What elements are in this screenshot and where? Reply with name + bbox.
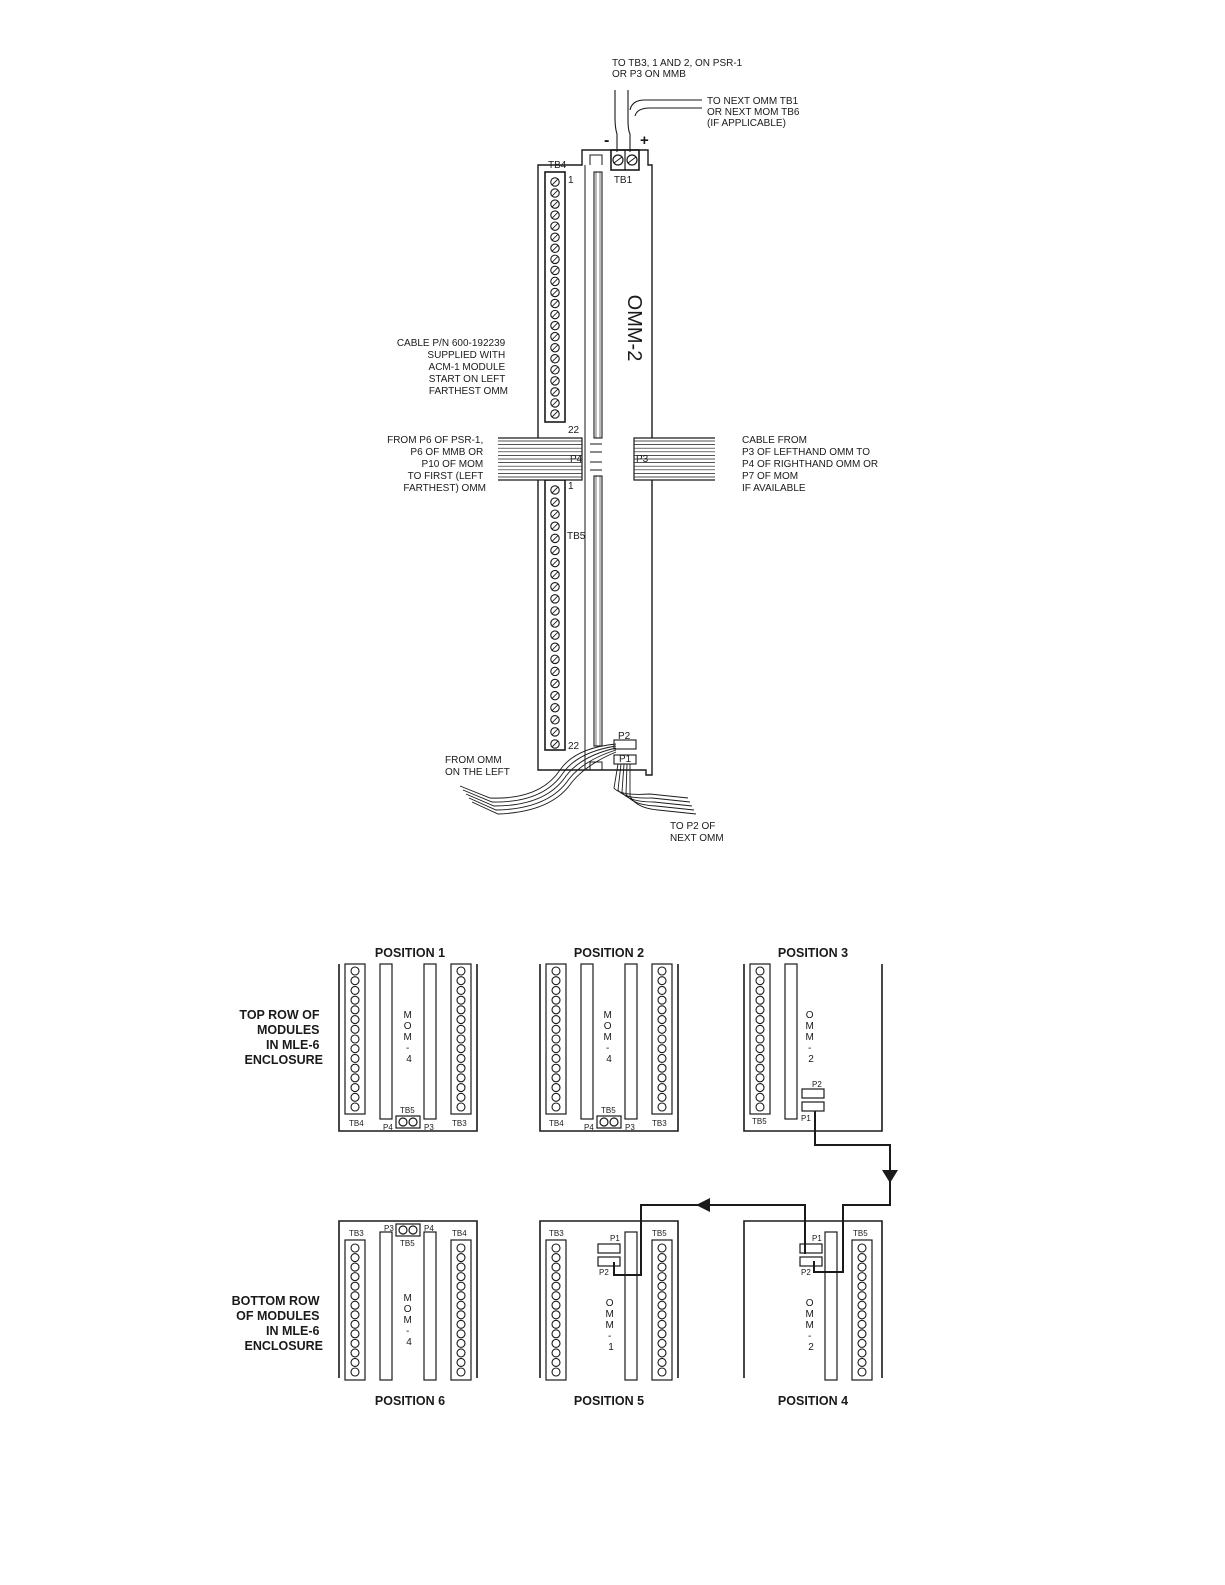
terminal [351, 1263, 359, 1271]
position-6-p3: P3 [384, 1224, 394, 1233]
terminal [552, 1301, 560, 1309]
terminal [658, 1292, 666, 1300]
position-6-title: POSITION 6 [374, 1394, 446, 1408]
position-3-module-name: O M M - 2 [805, 1010, 814, 1065]
screw-slot [552, 289, 558, 295]
power-wires [615, 90, 702, 152]
screw-slot [552, 705, 558, 711]
terminal [658, 1339, 666, 1347]
terminal [658, 1074, 666, 1082]
terminal [756, 986, 764, 994]
terminal [457, 1358, 465, 1366]
terminal [756, 1074, 764, 1082]
terminal [457, 1339, 465, 1347]
terminal [552, 1349, 560, 1357]
position-2-tb5: TB5 [601, 1106, 616, 1115]
screw-slot [552, 535, 558, 541]
tb4-label: TB4 [548, 160, 567, 171]
screw-slot [552, 323, 558, 329]
terminal [858, 1311, 866, 1319]
screw-slot [552, 234, 558, 240]
screw-slot [552, 179, 558, 185]
terminal [351, 1339, 359, 1347]
terminal [351, 1320, 359, 1328]
terminal [552, 1273, 560, 1281]
terminal [351, 1330, 359, 1338]
terminal [658, 1368, 666, 1376]
terminal [658, 1064, 666, 1072]
terminal [552, 1006, 560, 1014]
terminal [351, 1084, 359, 1092]
terminal [457, 1006, 465, 1014]
terminal [658, 986, 666, 994]
terminal [351, 1282, 359, 1290]
position-5-p1: P1 [610, 1234, 620, 1243]
terminal [552, 1084, 560, 1092]
tb5-screws [551, 486, 559, 748]
terminal [552, 1263, 560, 1271]
position-1-tb3: TB3 [452, 1119, 467, 1128]
terminal [658, 1103, 666, 1111]
callout-from-p6: FROM P6 OF PSR-1, P6 OF MMB OR P10 OF MOM TO FIRST (LEFT FARTHEST) OMM [387, 435, 486, 494]
position-5-tb5-terminals [658, 1244, 666, 1376]
terminal [858, 1330, 866, 1338]
terminal [756, 967, 764, 975]
screw-slot [552, 620, 558, 626]
screw-slot [552, 717, 558, 723]
screw-slot [552, 632, 558, 638]
row-label-bottom: BOTTOM ROW OF MODULES IN MLE-6 ENCLOSURE [231, 1294, 323, 1353]
position-6-module-name: M O M - 4 [403, 1293, 412, 1348]
tb1-label: TB1 [613, 175, 633, 186]
terminal [658, 1254, 666, 1262]
position-4-tb5: TB5 [853, 1229, 868, 1238]
terminal [351, 1045, 359, 1053]
terminal [457, 1054, 465, 1062]
position-2-tb3-terminals [658, 967, 666, 1111]
position-2-p4: P4 [584, 1123, 594, 1132]
terminal [858, 1368, 866, 1376]
terminal [457, 1103, 465, 1111]
terminal [351, 1311, 359, 1319]
row-label-top: TOP ROW OF MODULES IN MLE-6 ENCLOSURE [239, 1008, 323, 1067]
screw-slot [552, 656, 558, 662]
terminal [658, 1358, 666, 1366]
terminal [351, 1093, 359, 1101]
callout-tb3-power: TO TB3, 1 AND 2, ON PSR-1 OR P3 ON MMB [612, 58, 743, 80]
terminal [658, 1025, 666, 1033]
position-5-tb3-terminals [552, 1244, 560, 1376]
terminal [552, 1064, 560, 1072]
position-1-p4: P4 [383, 1123, 393, 1132]
terminal [351, 996, 359, 1004]
screw-slot [552, 301, 558, 307]
position-2-tb4-terminals [552, 967, 560, 1111]
screw-slot [552, 511, 558, 517]
position-2-tb4: TB4 [549, 1119, 564, 1128]
terminal [858, 1349, 866, 1357]
terminal [552, 1025, 560, 1033]
screw-slot [552, 499, 558, 505]
terminal [351, 1349, 359, 1357]
terminal [552, 1244, 560, 1252]
terminal [457, 1093, 465, 1101]
terminal [658, 1330, 666, 1338]
position-2-module-name: M O M - 4 [603, 1010, 612, 1065]
terminal [858, 1244, 866, 1252]
screw-slot [552, 560, 558, 566]
terminal [552, 967, 560, 975]
terminal [658, 1273, 666, 1281]
terminal [858, 1339, 866, 1347]
terminal [858, 1301, 866, 1309]
terminal [351, 967, 359, 975]
terminal [351, 1074, 359, 1082]
terminal [756, 996, 764, 1004]
terminal [457, 1084, 465, 1092]
screw-slot [552, 681, 558, 687]
terminal [658, 1045, 666, 1053]
terminal [457, 1064, 465, 1072]
terminal [756, 1006, 764, 1014]
tb4-last: 22 [568, 425, 580, 436]
terminal [756, 1016, 764, 1024]
screw-slot [552, 668, 558, 674]
terminal [351, 977, 359, 985]
screw-slot [552, 378, 558, 384]
terminal [351, 1301, 359, 1309]
terminal [457, 986, 465, 994]
terminal [457, 1330, 465, 1338]
terminal [658, 1320, 666, 1328]
position-6-tb5: TB5 [400, 1239, 415, 1248]
position-6-tb3: TB3 [349, 1229, 364, 1238]
terminal [552, 1358, 560, 1366]
tb4-first: 1 [568, 175, 574, 186]
position-4-p2: P2 [801, 1268, 811, 1277]
terminal [658, 1084, 666, 1092]
terminal [552, 1254, 560, 1262]
terminal [351, 1103, 359, 1111]
terminal [552, 1074, 560, 1082]
terminal [351, 1064, 359, 1072]
screw-slot [552, 212, 558, 218]
position-5-p2: P2 [599, 1268, 609, 1277]
screw-slot [552, 334, 558, 340]
terminal [351, 1244, 359, 1252]
tb5-label: TB5 [567, 531, 586, 542]
terminal [552, 1103, 560, 1111]
position-1-p3: P3 [424, 1123, 434, 1132]
callout-cable-pn: CABLE P/N 600-192239 SUPPLIED WITH ACM-1 MODULE START ON LEFT FARTHEST OMM [396, 338, 508, 397]
callout-to-p2-next: TO P2 OF NEXT OMM [670, 821, 724, 844]
inter-module-cable [614, 1111, 890, 1275]
terminal [658, 1263, 666, 1271]
terminal [658, 977, 666, 985]
tb5-last: 22 [568, 741, 580, 752]
terminal [858, 1263, 866, 1271]
terminal [351, 1273, 359, 1281]
terminal [658, 1016, 666, 1024]
position-1-tb4-terminals [351, 967, 359, 1111]
screw-slot [552, 267, 558, 273]
terminal [457, 1292, 465, 1300]
callout-from-omm-left: FROM OMM ON THE LEFT [445, 755, 510, 778]
terminal [351, 1016, 359, 1024]
terminal [351, 1006, 359, 1014]
position-6-tb4: TB4 [452, 1229, 467, 1238]
screw-slot [552, 312, 558, 318]
terminal [658, 1282, 666, 1290]
position-2-tb3: TB3 [652, 1119, 667, 1128]
terminal [552, 996, 560, 1004]
terminal [457, 1045, 465, 1053]
screw-slot [552, 729, 558, 735]
screw-slot [552, 400, 558, 406]
position-5-title: POSITION 5 [573, 1394, 645, 1408]
terminal [552, 977, 560, 985]
terminal [351, 1035, 359, 1043]
screw-slot [552, 389, 558, 395]
position-2-p3: P3 [625, 1123, 635, 1132]
terminal [552, 1292, 560, 1300]
terminal [351, 1368, 359, 1376]
terminal [552, 1093, 560, 1101]
position-1-tb3-terminals [457, 967, 465, 1111]
screw-slot [552, 356, 558, 362]
screw-slot [552, 278, 558, 284]
tb1-minus: - [604, 132, 610, 149]
position-1-module-name: M O M - 4 [403, 1010, 412, 1065]
position-5-tb3: TB3 [549, 1229, 564, 1238]
terminal [658, 1093, 666, 1101]
screw-slot [552, 411, 558, 417]
screw-slot [552, 223, 558, 229]
position-3-tb5: TB5 [752, 1117, 767, 1126]
position-1-title: POSITION 1 [374, 946, 446, 960]
position-4-title: POSITION 4 [777, 1394, 849, 1408]
p4-label: P4 [570, 454, 583, 465]
terminal [756, 1035, 764, 1043]
terminal [756, 1025, 764, 1033]
tb1-plus: + [640, 132, 649, 149]
terminal [858, 1273, 866, 1281]
position-6-p4: P4 [424, 1224, 434, 1233]
terminal [351, 1025, 359, 1033]
screw-slot [552, 608, 558, 614]
bottom-wire-bundle-right [614, 764, 696, 814]
screw-slot [552, 201, 558, 207]
board-title: OMM-2 [623, 294, 645, 362]
position-3-title: POSITION 3 [777, 946, 849, 960]
callout-next-omm: TO NEXT OMM TB1 OR NEXT MOM TB6 (IF APPLICABLE) [707, 96, 800, 129]
screw-slot [552, 644, 558, 650]
terminal [858, 1254, 866, 1262]
terminal [457, 996, 465, 1004]
terminal [658, 1349, 666, 1357]
terminal [351, 986, 359, 994]
screw-slot [552, 256, 558, 262]
position-4-p1: P1 [812, 1234, 822, 1243]
terminal [552, 1330, 560, 1338]
position-3-p2: P2 [812, 1080, 822, 1089]
terminal [658, 967, 666, 975]
position-6-tb3-terminals [351, 1244, 359, 1376]
terminal [457, 1035, 465, 1043]
screw-slot [552, 741, 558, 747]
terminal [858, 1358, 866, 1366]
p3-label: P3 [636, 454, 649, 465]
terminal [457, 1074, 465, 1082]
terminal [552, 1311, 560, 1319]
screw-slot [552, 547, 558, 553]
tb4-screws [551, 178, 559, 418]
p2-label: P2 [618, 731, 631, 742]
tb5-first: 1 [568, 481, 574, 492]
screw-slot [552, 572, 558, 578]
terminal [457, 1273, 465, 1281]
terminal [457, 1301, 465, 1309]
position-5-module-name: O M M - 1 [605, 1298, 614, 1353]
terminal [756, 1054, 764, 1062]
terminal [351, 1054, 359, 1062]
terminal [858, 1320, 866, 1328]
terminal [552, 1339, 560, 1347]
position-6-tb4-terminals [457, 1244, 465, 1376]
screw-slot [552, 693, 558, 699]
terminal [552, 1054, 560, 1062]
terminal [756, 1064, 764, 1072]
position-4-tb5-terminals [858, 1244, 866, 1376]
terminal [858, 1282, 866, 1290]
terminal [552, 1045, 560, 1053]
cable-arrow-left [696, 1198, 710, 1212]
terminal [756, 1084, 764, 1092]
terminal [552, 986, 560, 994]
terminal [756, 1093, 764, 1101]
screw-slot [552, 487, 558, 493]
screw-slot [552, 245, 558, 251]
screw-slot [552, 596, 558, 602]
terminal [457, 967, 465, 975]
terminal [351, 1358, 359, 1366]
p1-label: P1 [619, 754, 632, 765]
terminal [756, 977, 764, 985]
position-4-module-name: O M M - 2 [805, 1298, 814, 1353]
screw-slot [552, 523, 558, 529]
terminal [457, 1254, 465, 1262]
terminal [457, 1349, 465, 1357]
screw-slot [552, 367, 558, 373]
position-3-p1: P1 [801, 1114, 811, 1123]
terminal [658, 1054, 666, 1062]
screw-slot [552, 584, 558, 590]
position-3-tb5-terminals [756, 967, 764, 1111]
terminal [756, 1103, 764, 1111]
terminal [552, 1320, 560, 1328]
terminal [658, 1006, 666, 1014]
terminal [457, 1025, 465, 1033]
terminal [351, 1292, 359, 1300]
terminal [658, 1301, 666, 1309]
terminal [552, 1368, 560, 1376]
terminal [658, 1311, 666, 1319]
terminal [457, 977, 465, 985]
terminal [457, 1311, 465, 1319]
position-2-title: POSITION 2 [573, 946, 645, 960]
terminal [351, 1254, 359, 1262]
screw-slot [552, 345, 558, 351]
position-1-tb4: TB4 [349, 1119, 364, 1128]
terminal [457, 1320, 465, 1328]
terminal [658, 996, 666, 1004]
cable-arrow-down [882, 1170, 898, 1183]
callout-cable-from: CABLE FROM P3 OF LEFTHAND OMM TO P4 OF RIGHTHAND OMM OR P7 OF MOM IF AVAILABLE [742, 435, 879, 494]
terminal [858, 1292, 866, 1300]
terminal [658, 1035, 666, 1043]
terminal [552, 1035, 560, 1043]
terminal [457, 1244, 465, 1252]
terminal [457, 1263, 465, 1271]
terminal [756, 1045, 764, 1053]
terminal [457, 1368, 465, 1376]
terminal [552, 1016, 560, 1024]
screw-slot [552, 190, 558, 196]
terminal [552, 1282, 560, 1290]
terminal [457, 1016, 465, 1024]
position-5-tb5: TB5 [652, 1229, 667, 1238]
position-1-tb5: TB5 [400, 1106, 415, 1115]
terminal [658, 1244, 666, 1252]
terminal [457, 1282, 465, 1290]
